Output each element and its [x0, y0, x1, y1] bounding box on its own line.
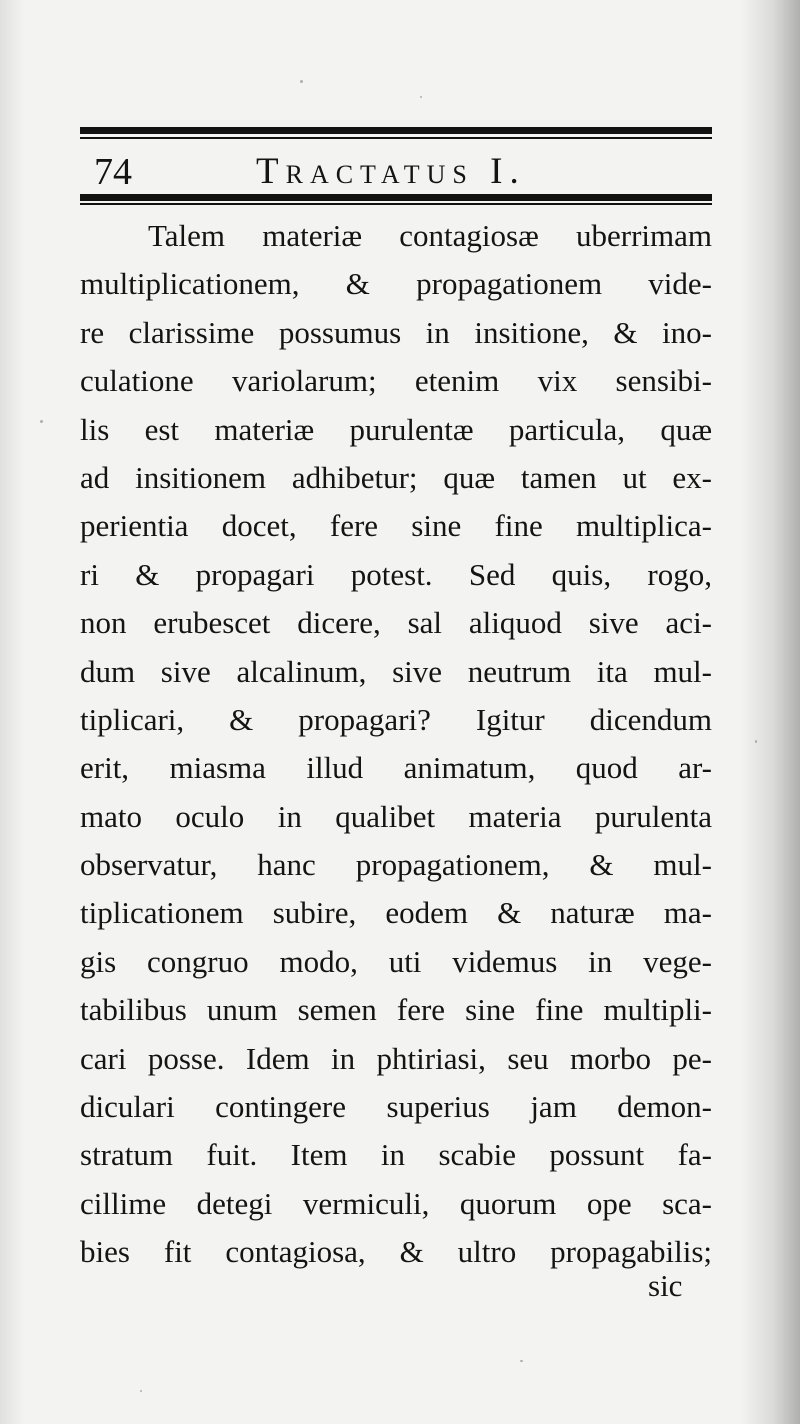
page-gutter-shadow	[740, 0, 800, 1424]
header-rule-bottom	[80, 194, 712, 201]
paper-speck	[520, 1360, 523, 1362]
text-line: lis est materiæ purulentæ particula, quæ	[80, 411, 712, 447]
text-line: mato oculo in qualibet materia purulenta	[80, 798, 712, 834]
text-line: tiplicari, & propagari? Igitur dicendum	[80, 701, 712, 737]
text-line: ri & propagari potest. Sed quis, rogo,	[80, 556, 712, 592]
text-line: ad insitionem adhibetur; quæ tamen ut ex-	[80, 459, 712, 495]
body-paragraph	[80, 212, 712, 1277]
text-line: diculari contingere superius jam demon-	[80, 1089, 712, 1125]
text-line: re clarissime possumus in insitione, & ino-	[80, 314, 712, 350]
header-rule-top	[80, 127, 712, 134]
text-line: culatione variolarum; etenim vix sensibi-	[80, 363, 712, 399]
page-left-edge-shadow	[0, 0, 24, 1424]
paper-speck	[300, 80, 303, 83]
paper-speck	[140, 1390, 142, 1392]
text-line: non erubescet dicere, sal aliquod sive aci-	[80, 605, 712, 641]
page-header	[80, 142, 712, 194]
text-line: bies fit contagiosa, & ultro propagabilis;	[80, 1234, 712, 1270]
text-line: Talem materiæ contagiosæ uberrimam	[148, 218, 712, 253]
text-line: cillime detegi vermiculi, quorum ope sca-	[80, 1185, 712, 1221]
header-rule-bottom-thin	[80, 203, 712, 205]
running-title: Tractatus I.	[256, 151, 526, 192]
paper-speck	[420, 96, 422, 98]
header-rule-top-thin	[80, 137, 712, 139]
text-line: stratum fuit. Item in scabie possunt fa-	[80, 1137, 712, 1173]
text-line: gis congruo modo, uti videmus in vege-	[80, 943, 712, 979]
page-number: 74	[94, 151, 132, 193]
text-line: erit, miasma illud animatum, quod ar-	[80, 750, 712, 786]
paper-speck	[755, 740, 757, 743]
text-line: tabilibus unum semen fere sine fine multipli-	[80, 992, 712, 1028]
catchword: sic	[648, 1268, 683, 1303]
text-line: tiplicationem subire, eodem & naturæ ma-	[80, 895, 712, 931]
text-line: multiplicationem, & propagationem vide-	[80, 266, 712, 302]
text-line: dum sive alcalinum, sive neutrum ita mul-	[80, 653, 712, 689]
paper-speck	[40, 420, 43, 423]
text-line: observatur, hanc propagationem, & mul-	[80, 847, 712, 883]
text-line: perientia docet, fere sine fine multiplica-	[80, 508, 712, 544]
text-line: cari posse. Idem in phtiriasi, seu morbo pe-	[80, 1040, 712, 1076]
